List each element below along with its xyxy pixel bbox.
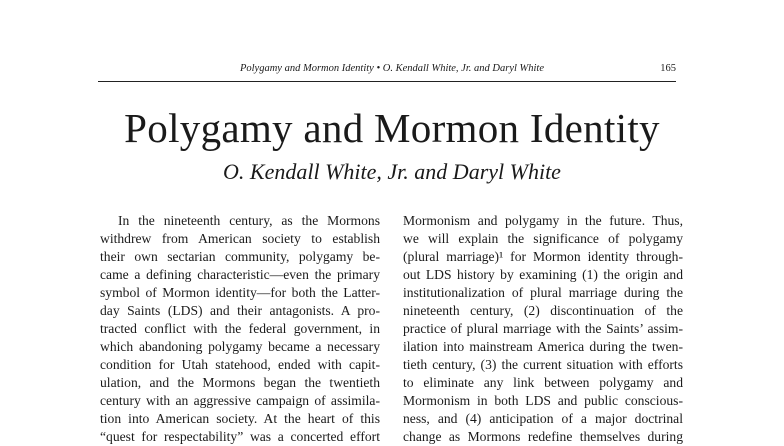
body-line: symbol of Mormon identity—for both the Latter-	[100, 285, 380, 300]
body-line: Mormonism in both LDS and public conscious-	[403, 393, 683, 408]
right-column	[403, 212, 683, 446]
body-line: institutionalization of plural marriage during the	[403, 285, 683, 300]
page-number: 165	[660, 63, 676, 74]
article-authors: O. Kendall White, Jr. and Daryl White	[223, 159, 561, 184]
body-line: ness, and (4) anticipation of a major doctrinal	[403, 411, 683, 426]
body-line: “quest for respectability” was a concerted effort	[100, 429, 380, 444]
body-line: (plural marriage)¹ for Mormon identity through-	[403, 249, 683, 264]
header-rule	[98, 81, 676, 82]
body-line: change as Mormons redefine themselves during	[403, 429, 683, 444]
article-title: Polygamy and Mormon Identity	[124, 105, 660, 151]
body-line: ilation into mainstream America during the twen-	[403, 339, 683, 354]
body-line: tracted conflict with the federal government, in	[100, 321, 380, 336]
body-line: century with an aggressive campaign of assimila-	[100, 393, 380, 408]
body-line: their own sectarian community, polygamy be-	[100, 249, 380, 264]
running-head	[0, 63, 784, 79]
body-line: Mormonism and polygamy in the future. Thus,	[403, 213, 683, 228]
body-line: tion into American society. At the heart of this	[100, 411, 380, 426]
body-line: which abandoning polygamy became a necessary	[100, 339, 380, 354]
body-line: out LDS history by examining (1) the origin and	[403, 267, 683, 282]
body-line: In the nineteenth century, as the Mormons	[118, 213, 380, 228]
body-line: we will explain the significance of polygamy	[403, 231, 683, 246]
body-line: tieth century, (3) the current situation with efforts	[403, 357, 683, 372]
body-line: condition for Utah statehood, ended with capit-	[100, 357, 380, 372]
body-line: came a defining characteristic—even the primary	[100, 267, 380, 282]
running-head-text: Polygamy and Mormon Identity • O. Kendall White, Jr. and Daryl White	[239, 63, 545, 74]
body-line: ulation, and the Mormons began the twentieth	[100, 375, 380, 390]
body-line: practice of plural marriage with the Saints’ assim-	[403, 321, 683, 336]
body-line: withdrew from American society to establish	[100, 231, 380, 246]
body-line: day Saints (LDS) and their antagonists. A pro-	[100, 303, 380, 318]
left-column	[100, 212, 380, 446]
body-line: to eliminate any link between polygamy and	[403, 375, 683, 390]
body-line: nineteenth century, (2) discontinuation of the	[403, 303, 683, 318]
